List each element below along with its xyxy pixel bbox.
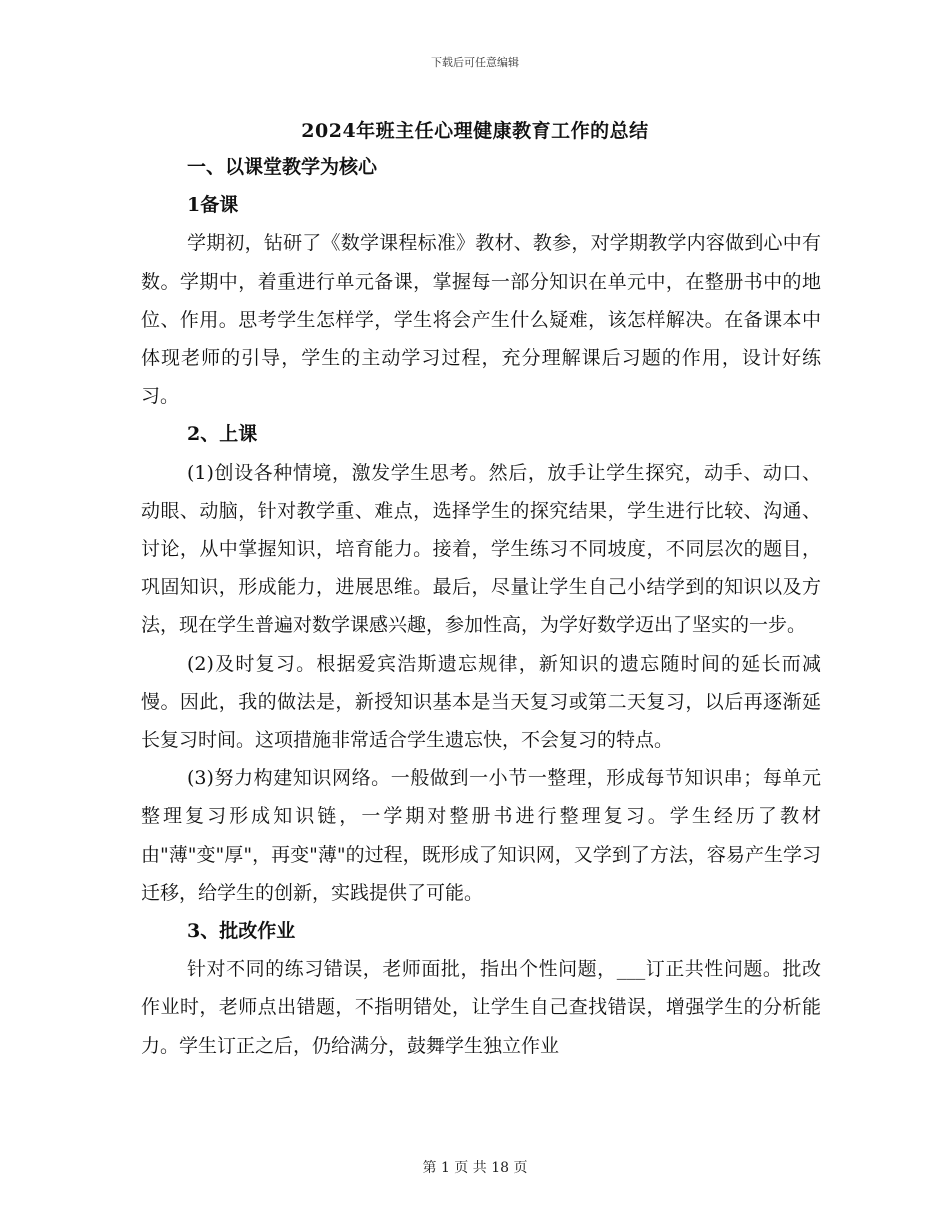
paragraph: 针对不同的练习错误，老师面批，指出个性问题，___订正共性问题。批改作业时，老师点出错题，不指明错处，让学生自己查找错误，增强学生的分析能力。学生订正之后，仍给满分，鼓舞学生独立作业 (141, 958, 821, 1057)
paragraph: (1)创设各种情境，激发学生思考。然后，放手让学生探究，动手、动口、动眼、动脑，针对教学重、难点，选择学生的探究结果，学生进行比较、沟通、讨论，从中掌握知识，培育能力。接着，学生练习不同坡度，不同层次的题目，巩固知识，形成能力，进展思维。最后，尽量让学生自己小结学到的知识以及方法，现在学生普遍对数学课感兴趣，参加性高，为学好数学迈出了坚实的一步。 (141, 461, 821, 637)
paragraph: 学期初，钻研了《数学课程标准》教材、教参，对学期教学内容做到心中有数。学期中，着重进行单元备课，掌握每一部分知识在单元中，在整册书中的地位、作用。思考学生怎样学，学生将会产生什么疑难，该怎样解决。在备课本中体现老师的引导，学生的主动学习过程，充分理解课后习题的作用，设计好练习。 (141, 232, 821, 408)
document-body (141, 148, 821, 1065)
subsection-heading: 1备课 (187, 194, 239, 217)
section-heading: 一、以课堂教学为核心 (187, 156, 378, 178)
paragraph: (2)及时复习。根据爱宾浩斯遗忘规律，新知识的遗忘随时间的延长而减慢。因此，我的做法是，新授知识基本是当天复习或第二天复习，以后再逐渐延长复习时间。这项措施非常适合学生遗忘快，不会复习的特点。 (141, 652, 821, 752)
subsection-heading: 3、批改作业 (187, 920, 296, 943)
page-number: 第 1 页 共 18 页 (422, 1160, 528, 1176)
page-header: 下载后可任意编辑 (431, 56, 519, 69)
document-title: 2024年班主任心理健康教育工作的总结 (301, 120, 649, 142)
subsection-heading: 2、上课 (187, 423, 258, 446)
paragraph: (3)努力构建知识网络。一般做到一小节一整理，形成每节知识串；每单元整理复习形成知识链，一学期对整册书进行整理复习。学生经历了教材由"薄"变"厚"，再变"薄"的过程，既形成了知识网，又学到了方法，容易产生学习迁移，给学生的创新，实践提供了可能。 (141, 767, 821, 904)
